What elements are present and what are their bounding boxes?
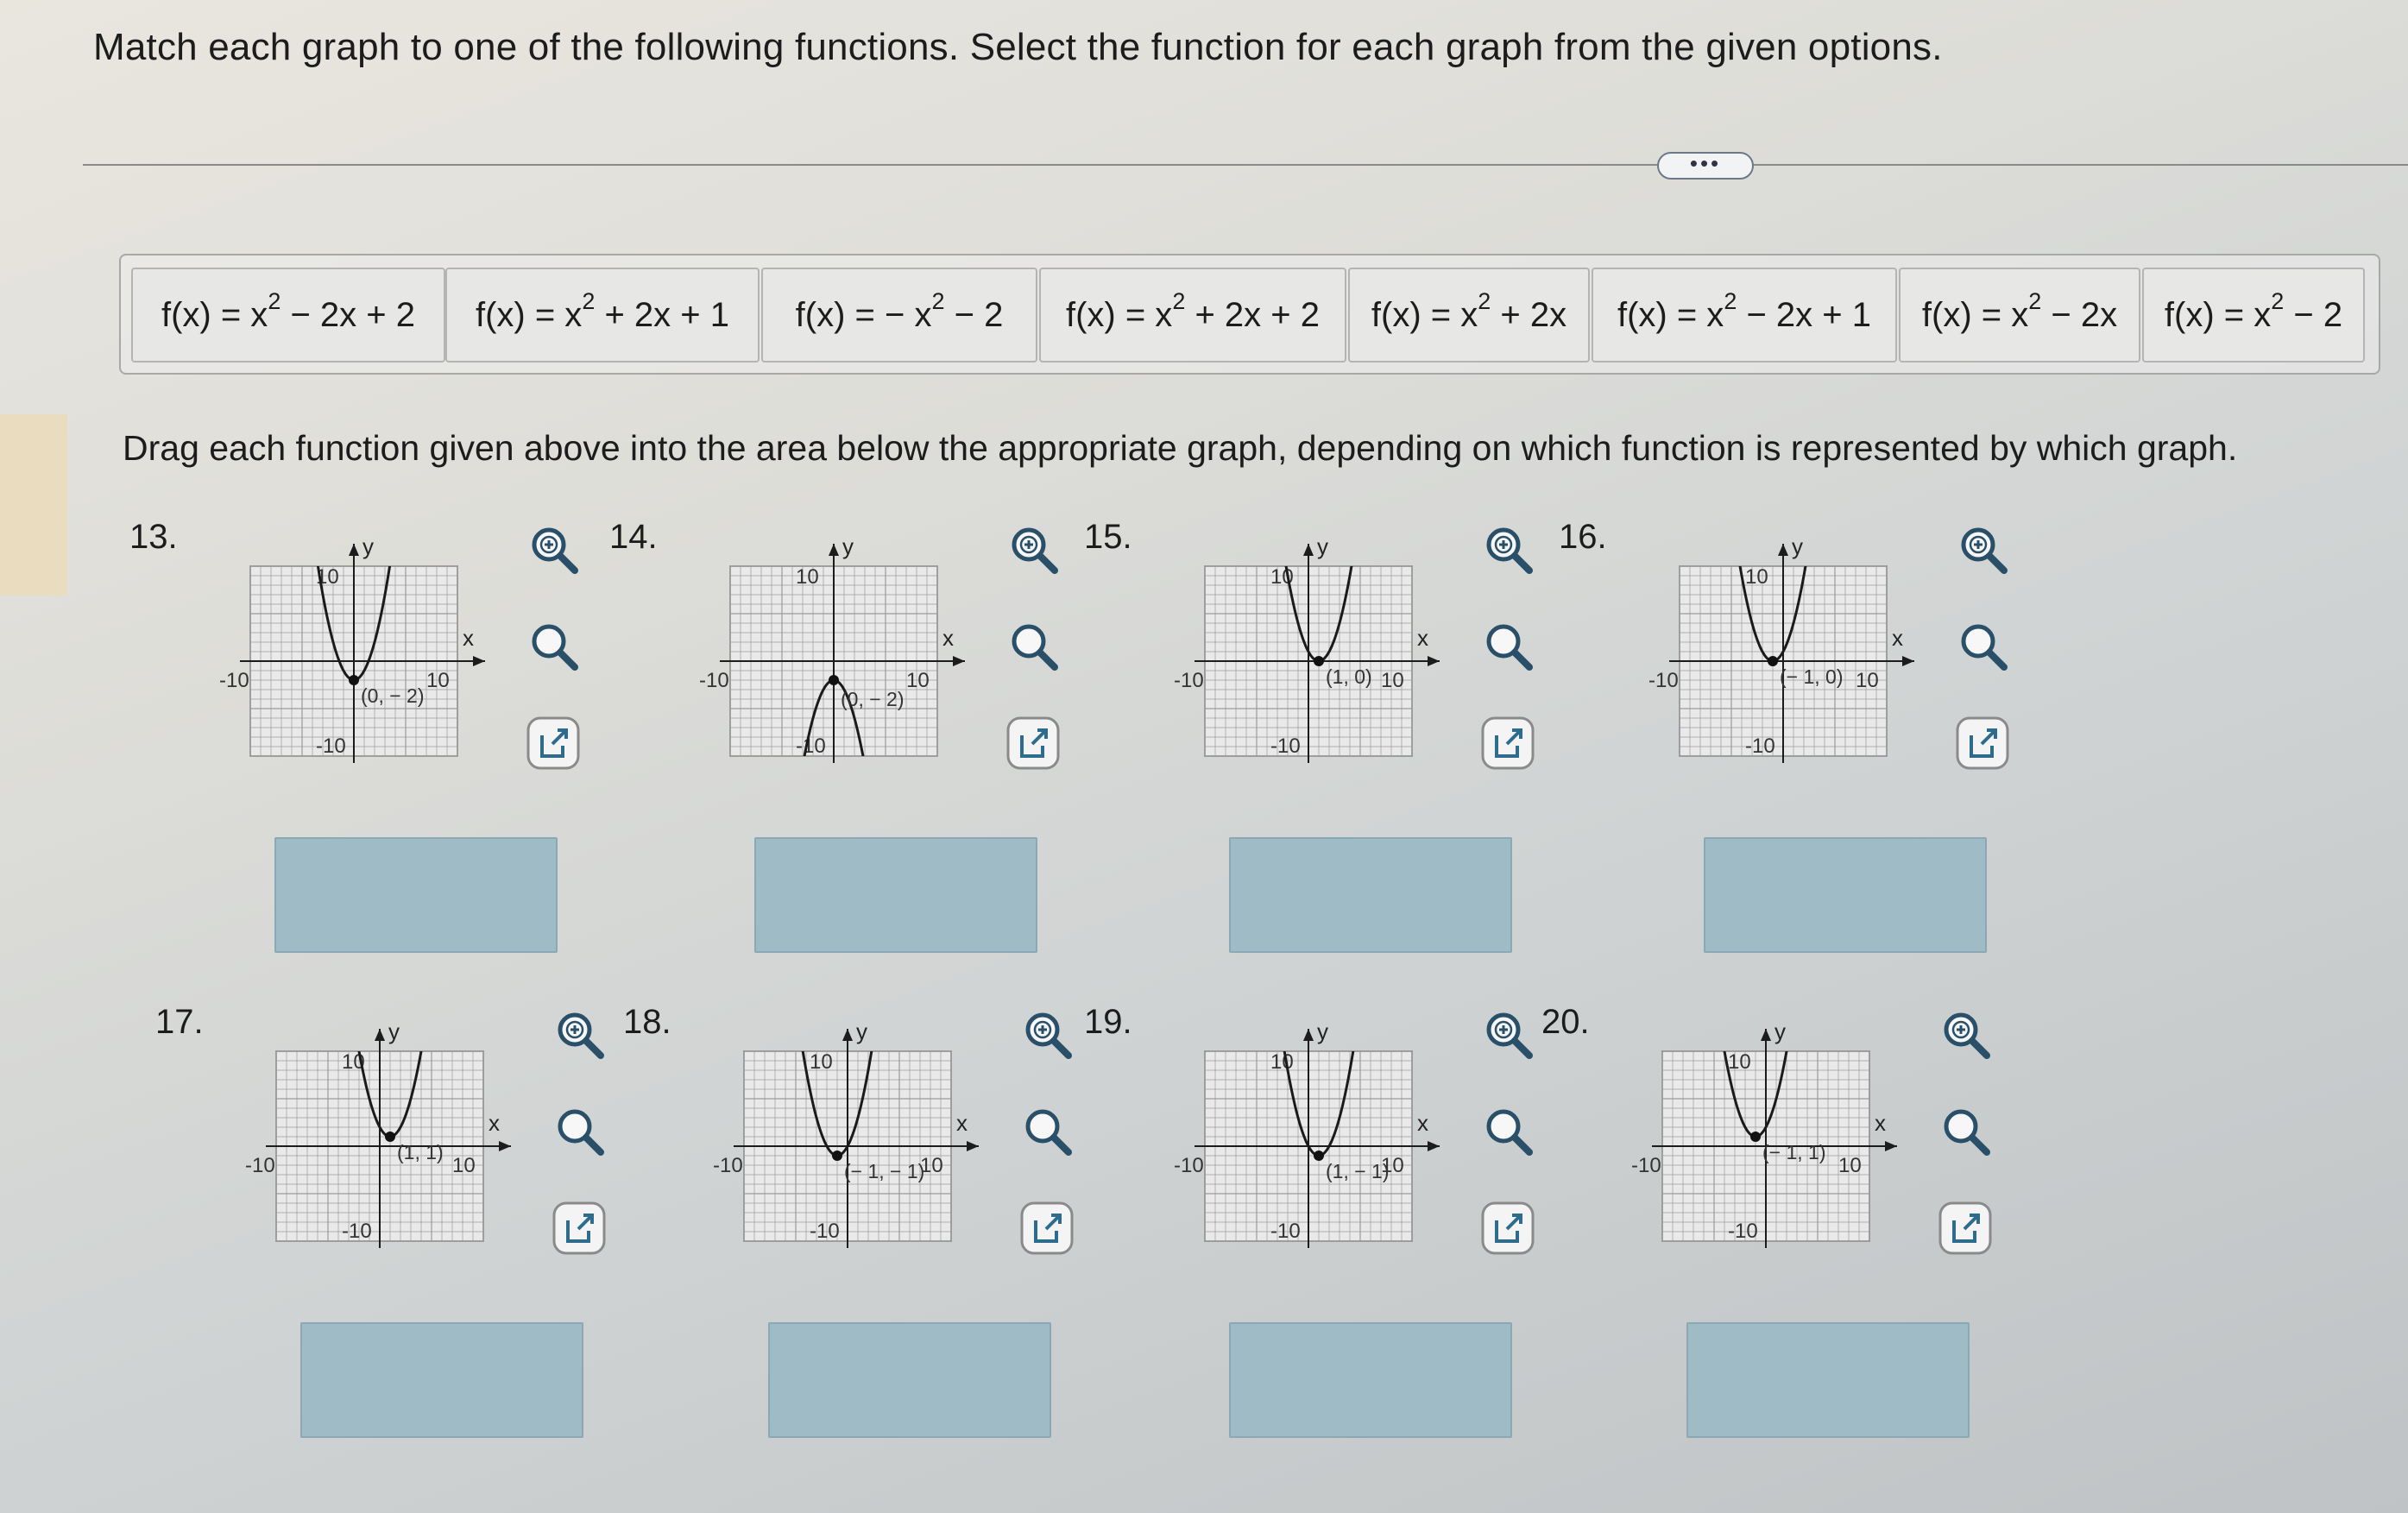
question-number: 19. (1084, 1003, 1132, 1041)
left-edge-panel (0, 414, 67, 596)
y-axis-label: y (842, 533, 854, 559)
y-min-label: -10 (1745, 734, 1775, 758)
y-axis-label: y (856, 1018, 867, 1044)
zoom-out-icon[interactable] (549, 1101, 609, 1162)
x-max-label: 10 (1838, 1154, 1862, 1177)
parabola-graph (1631, 1008, 1895, 1243)
x-axis-label: x (956, 1110, 968, 1136)
x-axis-label: x (1417, 1110, 1428, 1136)
x-max-label: 10 (1856, 669, 1879, 692)
x-min-label: -10 (1631, 1154, 1661, 1177)
y-max-label: 10 (796, 565, 819, 589)
parabola-graph (699, 523, 963, 758)
y-max-label: 10 (1728, 1050, 1751, 1074)
x-max-label: 10 (920, 1154, 943, 1177)
zoom-out-icon[interactable] (1478, 1101, 1538, 1162)
answer-drop-zone[interactable] (274, 837, 558, 953)
option-exponent: 2 (2028, 287, 2042, 314)
zoom-out-icon[interactable] (523, 616, 583, 677)
option-text-rest: − 2x + 1 (1737, 296, 1872, 334)
function-option-tile[interactable] (131, 268, 445, 362)
y-max-label: 10 (316, 565, 339, 589)
question-number: 15. (1084, 518, 1132, 556)
answer-drop-zone[interactable] (768, 1322, 1051, 1438)
x-min-label: -10 (1174, 1154, 1204, 1177)
option-text: f(x) = x (1371, 296, 1478, 334)
open-in-new-window-icon[interactable] (1935, 1198, 1995, 1258)
zoom-in-icon[interactable] (1952, 520, 2013, 580)
answer-drop-zone[interactable] (1686, 1322, 1970, 1438)
y-axis-label: y (362, 533, 374, 559)
x-max-label: 10 (906, 669, 930, 692)
y-min-label: -10 (316, 734, 346, 758)
option-text-rest: + 2x (1491, 296, 1567, 334)
function-options-tray (119, 254, 2380, 375)
vertex-label: (− 1, 1) (1762, 1141, 1826, 1163)
vertex-point (1750, 1132, 1761, 1142)
question-number: 16. (1559, 518, 1607, 556)
y-max-label: 10 (1270, 565, 1294, 589)
parabola-graph (1174, 523, 1438, 758)
y-min-label: -10 (1270, 734, 1301, 758)
zoom-in-icon[interactable] (523, 520, 583, 580)
option-text: f(x) = − x (795, 296, 932, 334)
x-min-label: -10 (1648, 669, 1679, 692)
option-text: f(x) = x (475, 296, 583, 334)
y-min-label: -10 (1728, 1220, 1758, 1243)
open-in-new-window-icon[interactable] (1003, 713, 1063, 773)
x-max-label: 10 (452, 1154, 476, 1177)
y-min-label: -10 (342, 1220, 372, 1243)
divider (83, 164, 2408, 166)
option-text-rest: + 2x + 2 (1185, 296, 1321, 334)
open-in-new-window-icon[interactable] (523, 713, 583, 773)
function-option-tile[interactable] (2142, 268, 2365, 362)
x-max-label: 10 (426, 669, 450, 692)
x-axis-label: x (1417, 625, 1428, 651)
y-min-label: -10 (796, 734, 826, 758)
zoom-in-icon[interactable] (1478, 1005, 1538, 1065)
question-number: 20. (1541, 1003, 1590, 1041)
y-max-label: 10 (1270, 1050, 1294, 1074)
option-exponent: 2 (1478, 287, 1491, 314)
zoom-out-icon[interactable] (1952, 616, 2013, 677)
question-number: 13. (129, 518, 178, 556)
vertex-point (385, 1132, 395, 1142)
zoom-in-icon[interactable] (1003, 520, 1063, 580)
x-min-label: -10 (219, 669, 249, 692)
parabola-graph (245, 1008, 509, 1243)
option-text: f(x) = x (1921, 296, 2029, 334)
x-min-label: -10 (699, 669, 729, 692)
x-max-label: 10 (1381, 669, 1404, 692)
vertex-label: (0, − 2) (841, 688, 905, 710)
function-option-tile[interactable] (1348, 268, 1590, 362)
zoom-out-icon[interactable] (1003, 616, 1063, 677)
option-exponent: 2 (931, 287, 945, 314)
answer-drop-zone[interactable] (300, 1322, 583, 1438)
option-text-rest: − 2 (944, 296, 1004, 334)
vertex-point (1314, 656, 1324, 666)
option-text-rest: − 2x + 2 (281, 296, 416, 334)
drag-instruction: Drag each function given above into the area below the appropriate graph, depending on which function is represented by which graph. (123, 428, 2238, 468)
parabola-graph (1648, 523, 1913, 758)
option-text: f(x) = x (1617, 296, 1724, 334)
zoom-in-icon[interactable] (1935, 1005, 1995, 1065)
option-text: f(x) = x (161, 296, 268, 334)
vertex-point (832, 1151, 842, 1161)
parabola-graph (713, 1008, 977, 1243)
answer-drop-zone[interactable] (1229, 837, 1512, 953)
y-max-label: 10 (1745, 565, 1768, 589)
question-instruction: Match each graph to one of the following functions. Select the function for each graph from the given options. (93, 26, 1943, 68)
option-exponent: 2 (268, 287, 281, 314)
function-option-tile[interactable] (1899, 268, 2140, 362)
open-in-new-window-icon[interactable] (1478, 1198, 1538, 1258)
zoom-out-icon[interactable] (1478, 616, 1538, 677)
parabola-graph (219, 523, 483, 758)
vertex-label: (1, − 1) (1326, 1160, 1390, 1182)
vertex-point (1314, 1151, 1324, 1161)
zoom-in-icon[interactable] (1017, 1005, 1077, 1065)
zoom-in-icon[interactable] (1478, 520, 1538, 580)
option-text-rest: − 2 (2284, 296, 2343, 334)
function-option-tile[interactable] (445, 268, 760, 362)
y-axis-label: y (1774, 1018, 1786, 1044)
y-axis-label: y (388, 1018, 400, 1044)
option-text-rest: − 2x (2041, 296, 2118, 334)
x-min-label: -10 (245, 1154, 275, 1177)
zoom-out-icon[interactable] (1935, 1101, 1995, 1162)
x-axis-label: x (489, 1110, 500, 1136)
vertex-point (1768, 656, 1778, 666)
y-max-label: 10 (342, 1050, 365, 1074)
y-min-label: -10 (1270, 1220, 1301, 1243)
vertex-label: (1, 1) (397, 1141, 444, 1163)
y-min-label: -10 (810, 1220, 840, 1243)
x-min-label: -10 (713, 1154, 743, 1177)
y-axis-label: y (1317, 1018, 1328, 1044)
option-text: f(x) = x (2164, 296, 2272, 334)
open-in-new-window-icon[interactable] (1017, 1198, 1077, 1258)
y-axis-label: y (1792, 533, 1803, 559)
function-option-tile[interactable] (1039, 268, 1346, 362)
option-exponent: 2 (582, 287, 596, 314)
function-option-tile[interactable] (761, 268, 1037, 362)
vertex-label: (1, 0) (1326, 665, 1372, 688)
question-number: 17. (155, 1003, 204, 1041)
option-exponent: 2 (1724, 287, 1737, 314)
vertex-label: (0, − 2) (361, 684, 425, 707)
open-in-new-window-icon[interactable] (1952, 713, 2013, 773)
question-number: 18. (623, 1003, 671, 1041)
open-in-new-window-icon[interactable] (1478, 713, 1538, 773)
vertex-label: (− 1, − 1) (844, 1160, 925, 1182)
function-option-tile[interactable] (1592, 268, 1897, 362)
option-exponent: 2 (1172, 287, 1186, 314)
zoom-in-icon[interactable] (549, 1005, 609, 1065)
x-axis-label: x (1875, 1110, 1886, 1136)
x-max-label: 10 (1381, 1154, 1404, 1177)
y-axis-label: y (1317, 533, 1328, 559)
x-min-label: -10 (1174, 669, 1204, 692)
answer-drop-zone[interactable] (1229, 1322, 1512, 1438)
option-text-rest: + 2x + 1 (595, 296, 730, 334)
vertex-point (829, 675, 839, 685)
question-number: 14. (609, 518, 658, 556)
x-axis-label: x (463, 625, 474, 651)
vertex-point (349, 675, 359, 685)
x-axis-label: x (1892, 625, 1903, 651)
vertex-label: (− 1, 0) (1780, 665, 1844, 688)
y-max-label: 10 (810, 1050, 833, 1074)
parabola-graph (1174, 1008, 1438, 1243)
more-options-button[interactable]: ••• (1657, 152, 1754, 180)
zoom-out-icon[interactable] (1017, 1101, 1077, 1162)
open-in-new-window-icon[interactable] (549, 1198, 609, 1258)
option-text: f(x) = x (1065, 296, 1173, 334)
x-axis-label: x (942, 625, 954, 651)
answer-drop-zone[interactable] (754, 837, 1037, 953)
option-exponent: 2 (2271, 287, 2285, 314)
answer-drop-zone[interactable] (1704, 837, 1987, 953)
